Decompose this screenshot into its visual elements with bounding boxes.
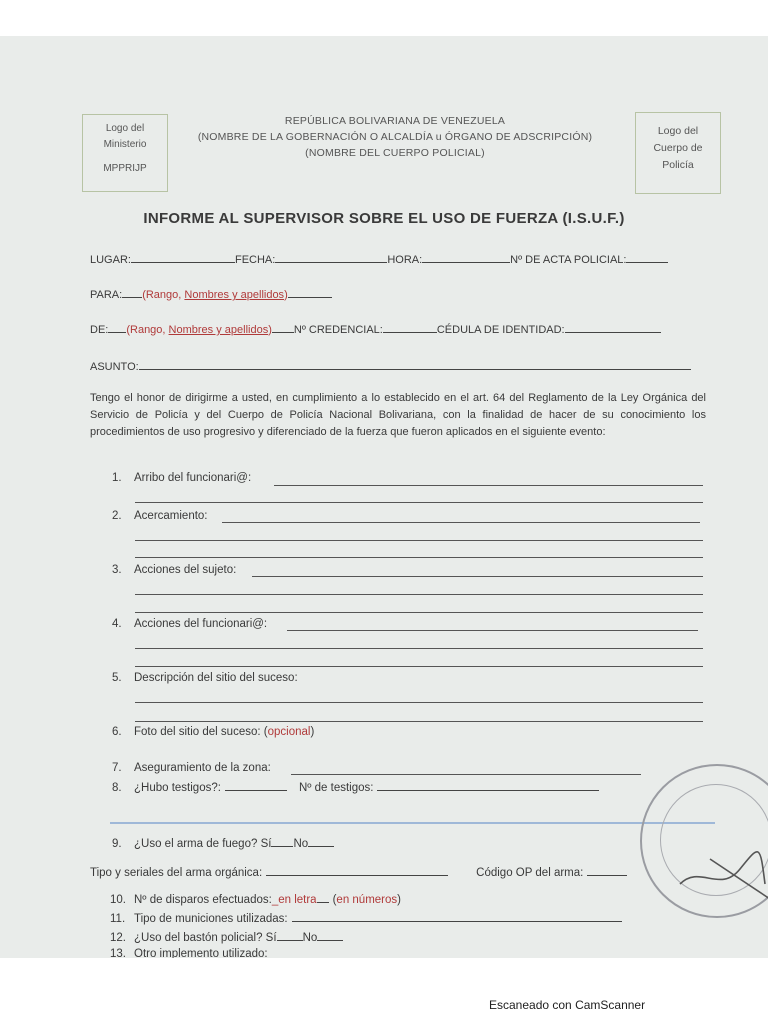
scanned-document [0,36,768,958]
codigo-arma-blank[interactable] [587,865,627,876]
num-testigos-label: Nº de testigos: [298,782,374,794]
item-municiones [110,911,622,925]
item-label: Arribo del funcionari@: [134,472,252,484]
de-hint-close: ) [268,324,272,336]
fecha-label: FECHA: [234,254,276,266]
item-label: ¿Hubo testigos?: [134,782,221,794]
logo-left-line: MPPRIJP [103,163,147,174]
answer-line[interactable] [135,612,703,613]
en-letra-hint: _en letra [271,894,317,906]
lugar-blank[interactable] [131,252,235,263]
para-rango-hint: (Rango, [142,289,185,301]
tipo-arma-label: Tipo y seriales del arma orgánica: [90,867,263,879]
logo-right-line: Logo del [657,125,699,137]
item-otro-implemento [110,948,268,958]
si-blank[interactable] [271,836,293,847]
item-number: 4. [112,618,122,630]
answer-line[interactable] [222,522,700,523]
para-blank[interactable] [122,287,142,298]
answer-line[interactable] [135,540,703,541]
asunto-row [90,359,691,373]
item-label: Acercamiento: [134,510,208,522]
police-logo-placeholder [635,112,721,194]
para-row [90,287,332,301]
item-disparos [110,892,401,906]
item-arribo [112,472,251,484]
no-label: No [293,838,309,850]
codigo-arma-label: Código OP del arma: [476,867,584,879]
optional-hint: opcional [267,726,311,738]
item-number: 7. [112,762,122,774]
de-blank-mid[interactable] [272,322,294,333]
asunto-blank[interactable] [139,359,691,370]
item-number: 1. [112,472,122,484]
item-foto-sitio [112,726,314,738]
credencial-blank[interactable] [383,322,437,333]
item-number: 6. [112,726,122,738]
baston-si-blank[interactable] [277,930,303,941]
answer-line[interactable] [135,594,703,595]
de-rango-hint: (Rango, [126,324,169,336]
para-nombres-hint: Nombres y apellidos [184,289,285,301]
item-number: 10. [110,894,126,906]
signature-icon [640,764,768,914]
item-label: Acciones del sujeto: [134,564,237,576]
de-nombres-hint: Nombres y apellidos [168,324,269,336]
para-hint-close: ) [284,289,288,301]
item-baston [110,930,343,944]
header-line-police-body: (NOMBRE DEL CUERPO POLICIAL) [305,147,485,159]
item-label: Acciones del funcionari@: [134,618,268,630]
answer-line[interactable] [274,485,703,486]
answer-line[interactable] [135,666,703,667]
en-numeros-hint: en números [336,894,398,906]
paren-open: ( [332,894,337,906]
item-descripcion-sitio [112,672,298,684]
item-number: 3. [112,564,122,576]
logo-left-line: Logo del [105,123,145,134]
item-acciones-sujeto [112,564,236,576]
item-number: 13. [110,948,126,958]
acta-label: Nº DE ACTA POLICIAL: [510,254,627,266]
baston-no-blank[interactable] [317,930,343,941]
item-label: Tipo de municiones utilizadas: [134,913,288,925]
answer-line[interactable] [135,702,703,703]
no-label: No [302,932,318,944]
num-testigos-blank[interactable] [377,780,599,791]
arma-row [90,865,627,879]
lugar-label: LUGAR: [90,254,131,266]
item-label: ¿Uso del bastón policial? Sí [134,932,277,944]
answer-line[interactable] [135,502,703,503]
item-number: 2. [112,510,122,522]
para-blank-end[interactable] [288,287,332,298]
item-label: Aseguramiento de la zona: [134,762,271,774]
credencial-label: Nº CREDENCIAL: [293,324,383,336]
header-line-government: (NOMBRE DE LA GOBERNACIÓN O ALCALDÍA u ÓRGANO DE ADSCRIPCIÓN) [197,131,593,143]
official-stamp [640,764,768,918]
item-label: Otro implemento utilizado: [134,948,268,958]
item-uso-arma [112,836,334,850]
answer-line[interactable] [135,721,703,722]
item-number: 12. [110,932,126,944]
acta-blank[interactable] [626,252,668,263]
paren-open: ( [263,726,268,738]
tipo-arma-blank[interactable] [266,865,448,876]
item-aseguramiento [112,762,271,774]
de-row [90,322,661,336]
paren-close: ) [397,894,401,906]
asunto-label: ASUNTO: [90,361,139,373]
item-acercamiento [112,510,208,522]
item-label: Nº de disparos efectuados: [134,894,272,906]
logo-left-line: Ministerio [103,139,147,150]
municiones-blank[interactable] [292,911,622,922]
hora-blank[interactable] [422,252,510,263]
de-blank[interactable] [108,322,126,333]
answer-line[interactable] [291,774,641,775]
section-divider [110,822,715,824]
item-label: Foto del sitio del suceso: [134,726,264,738]
item-number: 5. [112,672,122,684]
no-blank[interactable] [308,836,334,847]
cedula-blank[interactable] [565,322,661,333]
item-testigos [112,780,599,794]
cedula-label: CÉDULA DE IDENTIDAD: [436,324,565,336]
logo-right-line: Cuerpo de [653,142,703,154]
item-label: Descripción del sitio del suceso: [134,672,298,684]
item-number: 11. [110,913,126,925]
letra-blank[interactable] [317,892,329,903]
para-label: PARA: [90,289,123,301]
header-line-republic: REPÚBLICA BOLIVARIANA DE VENEZUELA [284,115,506,127]
answer-line[interactable] [135,557,703,558]
camscanner-watermark: Escaneado con CamScanner [489,998,646,1012]
intro-paragraph: Tengo el honor de dirigirme a usted, en cumplimiento a lo establecido en el art. 64 del Reglamento de la Ley Orgánica del Servicio de Policía y del Cuerpo de Policía Nacional Bolivariana, con la finalidad de hacer de su conocimiento los procedimientos de uso progresivo y diferenciado de la fuerza que fueron aplicados en el siguiente evento: [90,392,706,438]
testigos-blank[interactable] [225,780,287,791]
item-label: ¿Uso el arma de fuego? Sí [134,838,272,850]
de-label: DE: [90,324,109,336]
item-number: 8. [112,782,122,794]
answer-line[interactable] [252,576,703,577]
item-acciones-funcionario [112,618,267,630]
ministry-logo-placeholder [82,114,168,192]
paren-close: ) [310,726,315,738]
answer-line[interactable] [135,648,703,649]
lugar-row [90,252,668,266]
document-title: INFORME AL SUPERVISOR SOBRE EL USO DE FUERZA (I.S.U.F.) [143,210,625,227]
item-number: 9. [112,838,122,850]
fecha-blank[interactable] [275,252,387,263]
logo-right-line: Policía [662,159,694,171]
answer-line[interactable] [287,630,698,631]
hora-label: HORA: [387,254,423,266]
